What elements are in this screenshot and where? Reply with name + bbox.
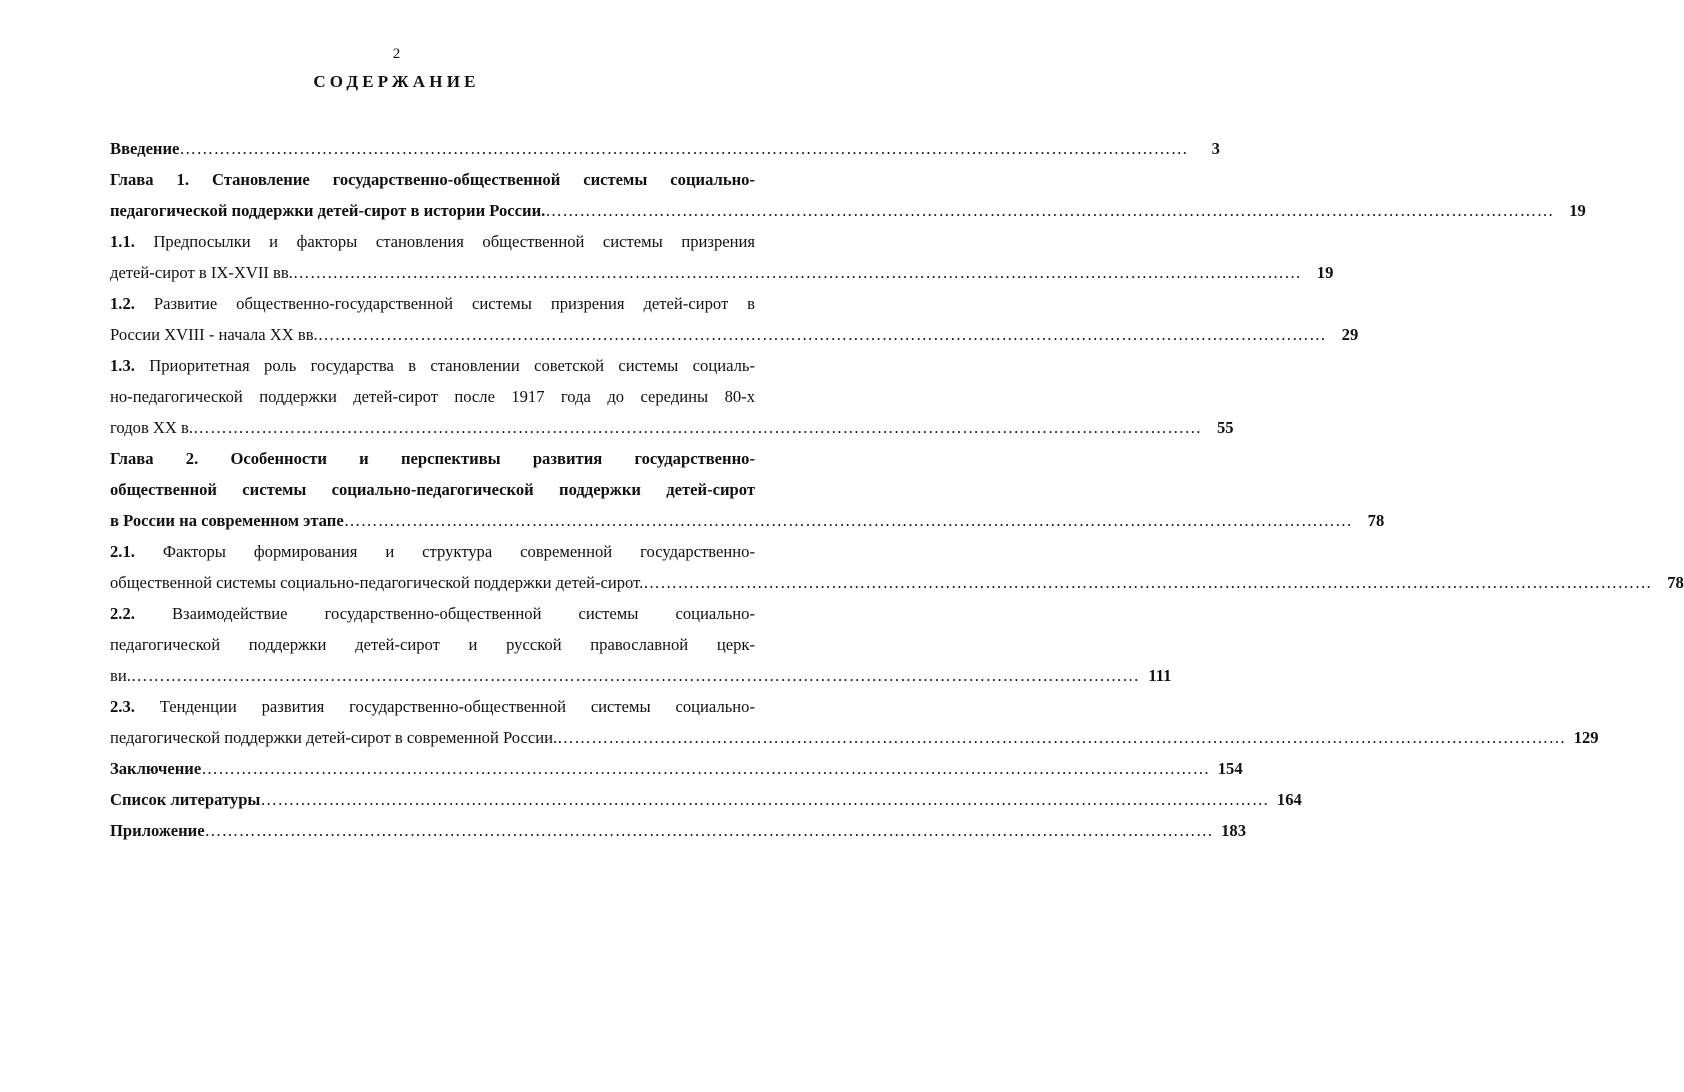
toc-page-number: 55 [1216, 418, 1234, 437]
toc-entry-last-line [110, 784, 1302, 815]
toc-entry [110, 691, 1599, 753]
toc-entry-text: Приложение [110, 821, 205, 840]
toc-entry-text: Введение [110, 139, 180, 158]
toc-entry [110, 226, 1334, 288]
leader-dots: …………………………………………………………………………………………………………………………………………………………… [292, 263, 1302, 282]
table-of-contents [110, 133, 1684, 846]
leader-dots: …………………………………………………………………………………………………………………………………………………………… [317, 325, 1327, 344]
toc-entry [110, 784, 1302, 815]
toc-entry-text: Взаимодействие государственно-общественной системы социально- [171, 604, 755, 623]
toc-entry-text: годов XX в. [110, 418, 194, 437]
toc-entry [110, 443, 1385, 536]
toc-page-number: 78 [1367, 511, 1385, 530]
toc-entry-last-line [110, 257, 1334, 288]
toc-entry-text: Заключение [110, 759, 202, 778]
toc-entry-line [110, 226, 755, 257]
toc-entry-last-line [110, 319, 1359, 350]
toc-entry-text: России XVIII - начала XX вв. [110, 325, 318, 344]
toc-entry-text: Приоритетная роль государства в становлении советской системы социаль- [149, 356, 755, 375]
toc-entry [110, 598, 1172, 691]
toc-entry-last-line [110, 753, 1243, 784]
toc-page-number: 29 [1341, 325, 1359, 344]
toc-entry-text: Глава 2. Особенности и перспективы развития государственно- [110, 449, 755, 468]
toc-entry-last-line [110, 660, 1172, 691]
toc-entry-text: педагогической поддержки детей-сирот и русской православной церк- [110, 635, 755, 654]
toc-page-number: 183 [1221, 821, 1246, 840]
toc-entry-line [110, 288, 755, 319]
toc-entry-text: Тенденции развития государственно-общественной системы социально- [159, 697, 755, 716]
toc-entry-line [110, 598, 755, 629]
toc-entry-line [110, 381, 755, 412]
toc-entry-number: 1.1. [110, 232, 135, 251]
toc-entry-text: Развитие общественно-государственной системы призрения детей-сирот в [153, 294, 755, 313]
toc-entry-text: Глава 1. Становление государственно-общественной системы социально- [110, 170, 755, 189]
toc-entry [110, 815, 1246, 846]
toc-entry-number: 2.3. [110, 697, 135, 716]
toc-entry-line [110, 164, 755, 195]
toc-entry-text: детей-сирот в IX-XVII вв. [110, 263, 293, 282]
toc-entry-last-line [110, 195, 1586, 226]
toc-entry-number: 2.1. [110, 542, 135, 561]
leader-dots: …………………………………………………………………………………………………………………………………………………………… [193, 418, 1202, 437]
toc-entry-text: в России на современном этапе [110, 511, 344, 530]
toc-page-number: 164 [1276, 790, 1302, 809]
toc-entry-last-line [110, 722, 1599, 753]
toc-entry-text: педагогической поддержки детей-сирот в современной России. [110, 728, 558, 747]
toc-page-number: 3 [1211, 139, 1220, 158]
toc-entry-line [110, 350, 755, 381]
toc-entry [110, 753, 1243, 784]
leader-dots: …………………………………………………………………………………………………………………………………………………………… [201, 759, 1210, 778]
toc-entry [110, 133, 1220, 164]
toc-page-number: 154 [1217, 759, 1243, 778]
leader-dots: …………………………………………………………………………………………………………………………………………………………… [545, 201, 1554, 220]
toc-entry-last-line [110, 567, 1684, 598]
toc-entry-number: 1.3. [110, 356, 135, 375]
toc-entry-line [110, 474, 755, 505]
toc-page-number: 129 [1573, 728, 1599, 747]
toc-entry-line [110, 691, 755, 722]
toc-page-number: 19 [1316, 263, 1334, 282]
leader-dots: …………………………………………………………………………………………………………………………………………………………… [260, 790, 1269, 809]
leader-dots: …………………………………………………………………………………………………………………………………………………………… [557, 728, 1566, 747]
toc-entry-number: 1.2. [110, 294, 135, 313]
toc-page-number: 78 [1667, 573, 1684, 592]
toc-entry-last-line [110, 412, 1234, 443]
toc-entry-line [110, 443, 755, 474]
toc-entry [110, 350, 1234, 443]
toc-entry-line [110, 629, 755, 660]
toc-entry-line [110, 536, 755, 567]
toc-entry-last-line [110, 505, 1385, 536]
toc-entry [110, 288, 1359, 350]
leader-dots: …………………………………………………………………………………………………………………………………………………………… [204, 821, 1214, 840]
toc-entry-text: педагогической поддержки детей-сирот в истории России. [110, 201, 546, 220]
toc-entry-last-line [110, 133, 1220, 164]
page-title: СОДЕРЖАНИЕ [313, 72, 480, 91]
toc-entry-text: общественной системы социально-педагогической поддержки детей-сирот. [110, 573, 644, 592]
leader-dots: …………………………………………………………………………………………………………………………………………………………… [179, 139, 1188, 158]
toc-entry-text: Список литературы [110, 790, 261, 809]
leader-dots: …………………………………………………………………………………………………………………………………………………………… [130, 666, 1140, 685]
toc-page-number: 19 [1569, 201, 1586, 220]
toc-entry-last-line [110, 815, 1246, 846]
toc-entry-text: но-педагогической поддержки детей-сирот после 1917 года до середины 80-х [110, 387, 755, 406]
toc-entry [110, 536, 1684, 598]
leader-dots: …………………………………………………………………………………………………………………………………………………………… [343, 511, 1353, 530]
toc-entry-text: общественной системы социально-педагогической поддержки детей-сирот [110, 480, 755, 499]
page-number: 2 [392, 46, 401, 62]
toc-entry [110, 164, 1586, 226]
toc-page-number: 111 [1148, 666, 1172, 685]
toc-entry-text: ви. [110, 666, 131, 685]
toc-entry-number: 2.2. [110, 604, 135, 623]
leader-dots: …………………………………………………………………………………………………………………………………………………………… [643, 573, 1652, 592]
toc-entry-text: Предпосылки и факторы становления общественной системы призрения [153, 232, 755, 251]
toc-entry-text: Факторы формирования и структура современной государственно- [162, 542, 755, 561]
